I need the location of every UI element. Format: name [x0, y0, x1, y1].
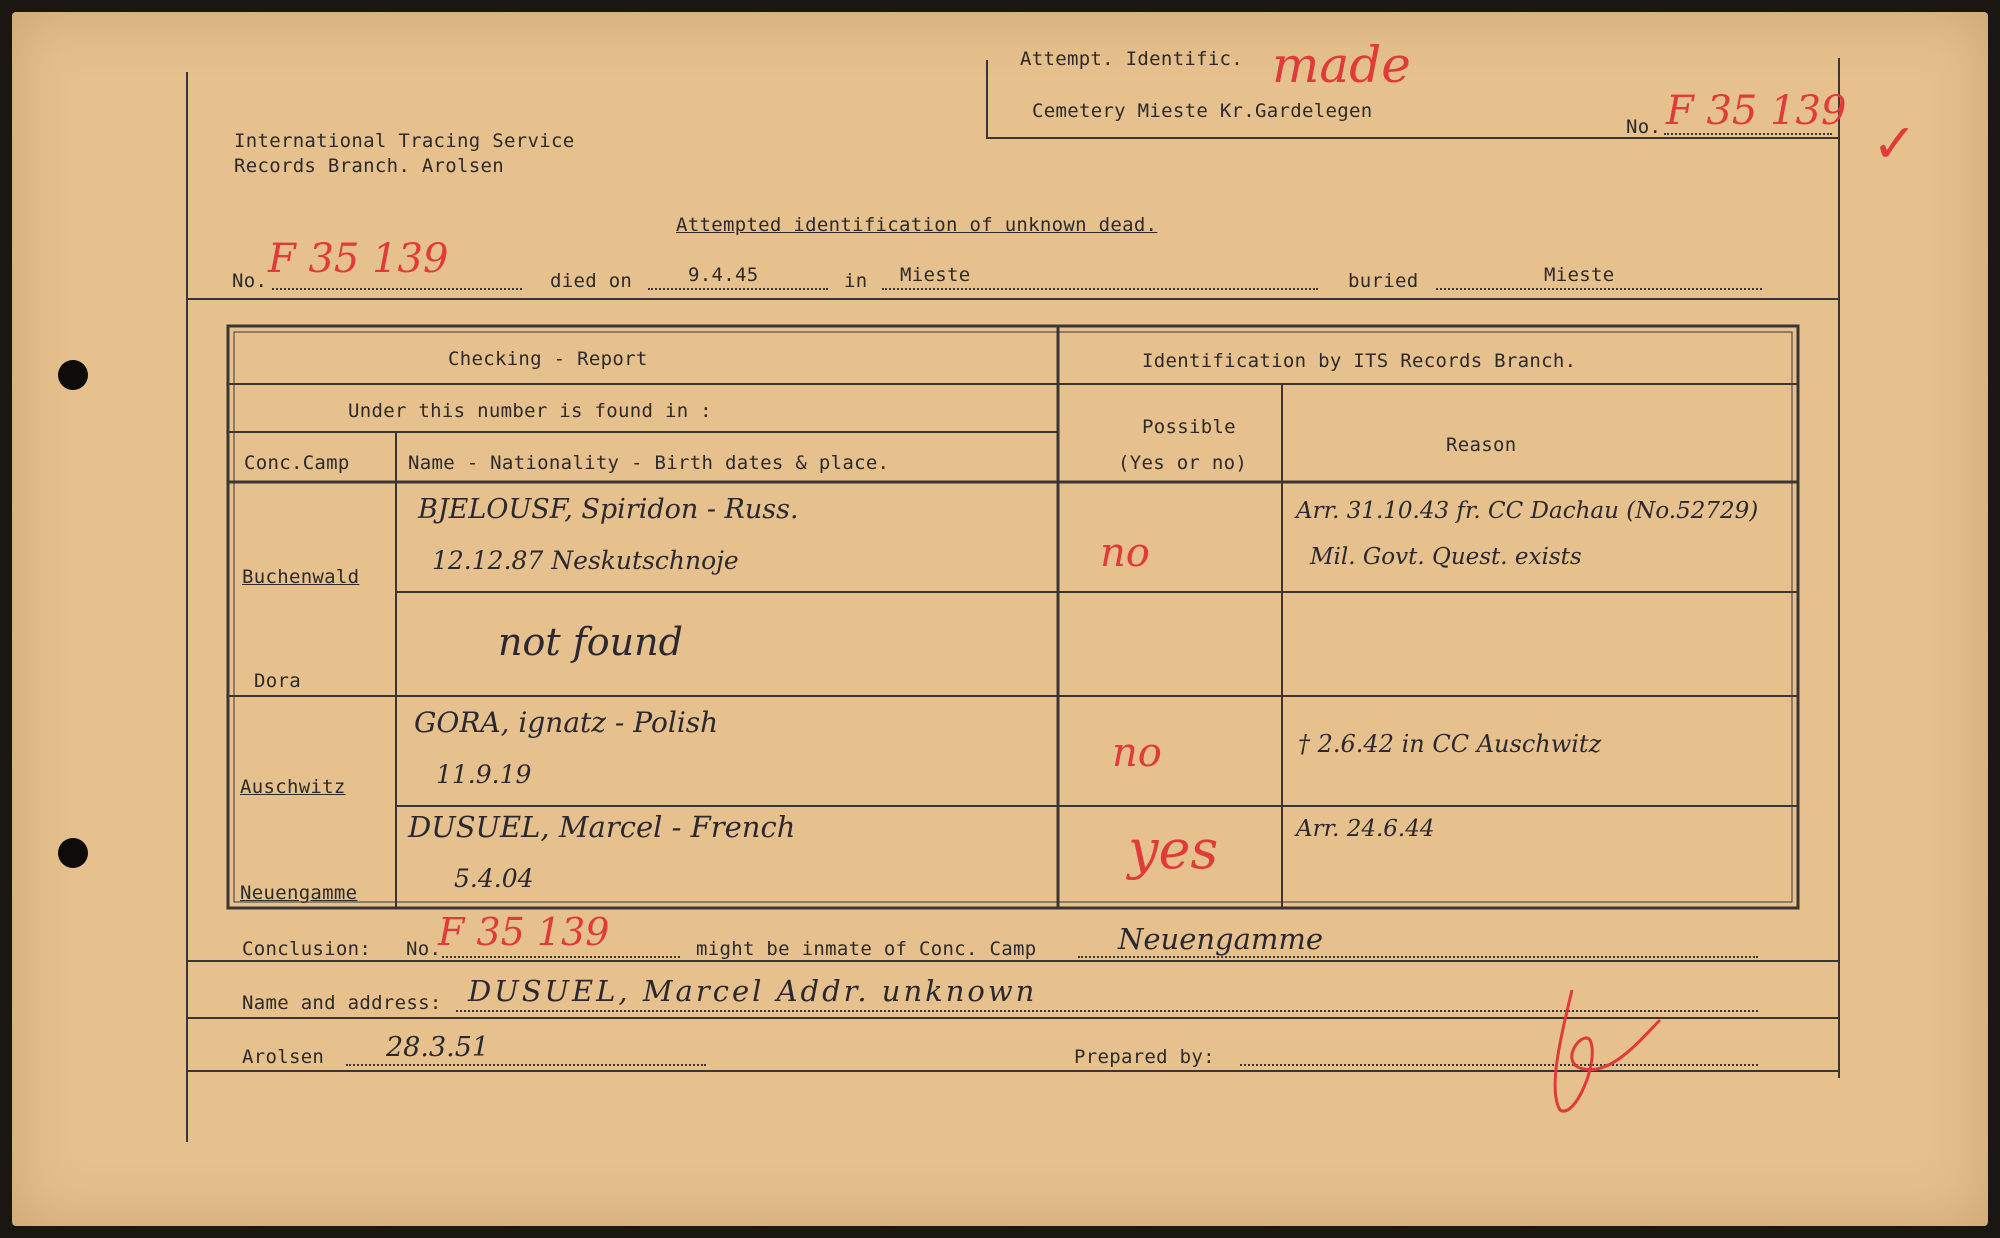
table-row-possible: no: [1100, 530, 1150, 576]
table-row-reason-line1: † 2.6.42 in CC Auschwitz: [1298, 730, 1602, 758]
attempt-label: Attempt. Identific.: [1020, 48, 1244, 70]
table-row-camp: Auschwitz: [240, 776, 346, 798]
table-row-camp: Neuengamme: [240, 882, 358, 904]
attempt-result: made: [1272, 36, 1411, 94]
in-label: in: [844, 270, 868, 292]
col-camp-header: Conc.Camp: [244, 452, 350, 474]
col-reason-header: Reason: [1446, 434, 1517, 456]
table-row-reason-line1: Arr. 24.6.44: [1296, 816, 1435, 842]
conclusion-camp-value: Neuengamme: [1118, 922, 1324, 956]
table-row-name-line1: GORA, ignatz - Polish: [414, 706, 719, 739]
cemetery-text: Cemetery Mieste Kr.Gardelegen: [1032, 100, 1373, 122]
name-address-label: Name and address:: [242, 992, 442, 1014]
table-row-camp: Dora: [254, 670, 301, 692]
table-row-possible: no: [1112, 730, 1162, 776]
table-row-reason-line2: Mil. Govt. Quest. exists: [1310, 544, 1582, 570]
col-name-header: Name - Nationality - Birth dates & place.: [408, 452, 890, 474]
table-row-name-line2: 5.4.04: [454, 864, 534, 893]
table-row-name-line1: not found: [498, 620, 683, 664]
conclusion-no-value: F 35 139: [438, 910, 610, 954]
table-row-camp: Buchenwald: [242, 566, 360, 588]
table-row-possible: yes: [1128, 818, 1219, 881]
record-no-value: F 35 139: [268, 236, 449, 282]
org-line-1: International Tracing Service: [234, 130, 575, 152]
died-value: 9.4.45: [688, 264, 759, 286]
table-row-name-line1: DUSUEL, Marcel - French: [408, 810, 796, 844]
buried-value: Mieste: [1544, 264, 1615, 286]
check-mark-icon: ✓: [1872, 112, 1918, 175]
table-row-name-line2: 11.9.19: [436, 760, 532, 789]
attempt-no-label: No.: [1626, 116, 1662, 138]
record-no-label: No.: [232, 270, 268, 292]
prepared-by-label: Prepared by:: [1074, 1046, 1215, 1068]
conclusion-no-label: No.: [406, 938, 442, 960]
table-row-name-line1: BJELOUSF, Spiridon - Russ.: [418, 494, 799, 525]
conclusion-mid-text: might be inmate of Conc. Camp: [696, 938, 1037, 960]
col-possible-header-2: (Yes or no): [1118, 452, 1248, 474]
died-label: died on: [550, 270, 633, 292]
in-value: Mieste: [900, 264, 971, 286]
identification-header: Identification by ITS Records Branch.: [1142, 350, 1577, 372]
col-possible-header-1: Possible: [1142, 416, 1236, 438]
attempt-no-value: F 35 139: [1666, 88, 1847, 134]
found-in-header: Under this number is found in :: [348, 400, 712, 422]
name-address-value: DUSUEL, Marcel Addr. unknown: [468, 974, 1038, 1008]
checking-report-header: Checking - Report: [448, 348, 648, 370]
table-row-reason-line1: Arr. 31.10.43 fr. CC Dachau (No.52729): [1296, 498, 1759, 524]
table-row-name-line2: 12.12.87 Neskutschnoje: [432, 546, 739, 575]
form-title: Attempted identification of unknown dead.: [676, 214, 1158, 236]
buried-label: buried: [1348, 270, 1419, 292]
org-line-2: Records Branch. Arolsen: [234, 155, 504, 177]
conclusion-label: Conclusion:: [242, 938, 372, 960]
footer-place: Arolsen: [242, 1046, 325, 1068]
footer-date-value: 28.3.51: [386, 1032, 490, 1063]
